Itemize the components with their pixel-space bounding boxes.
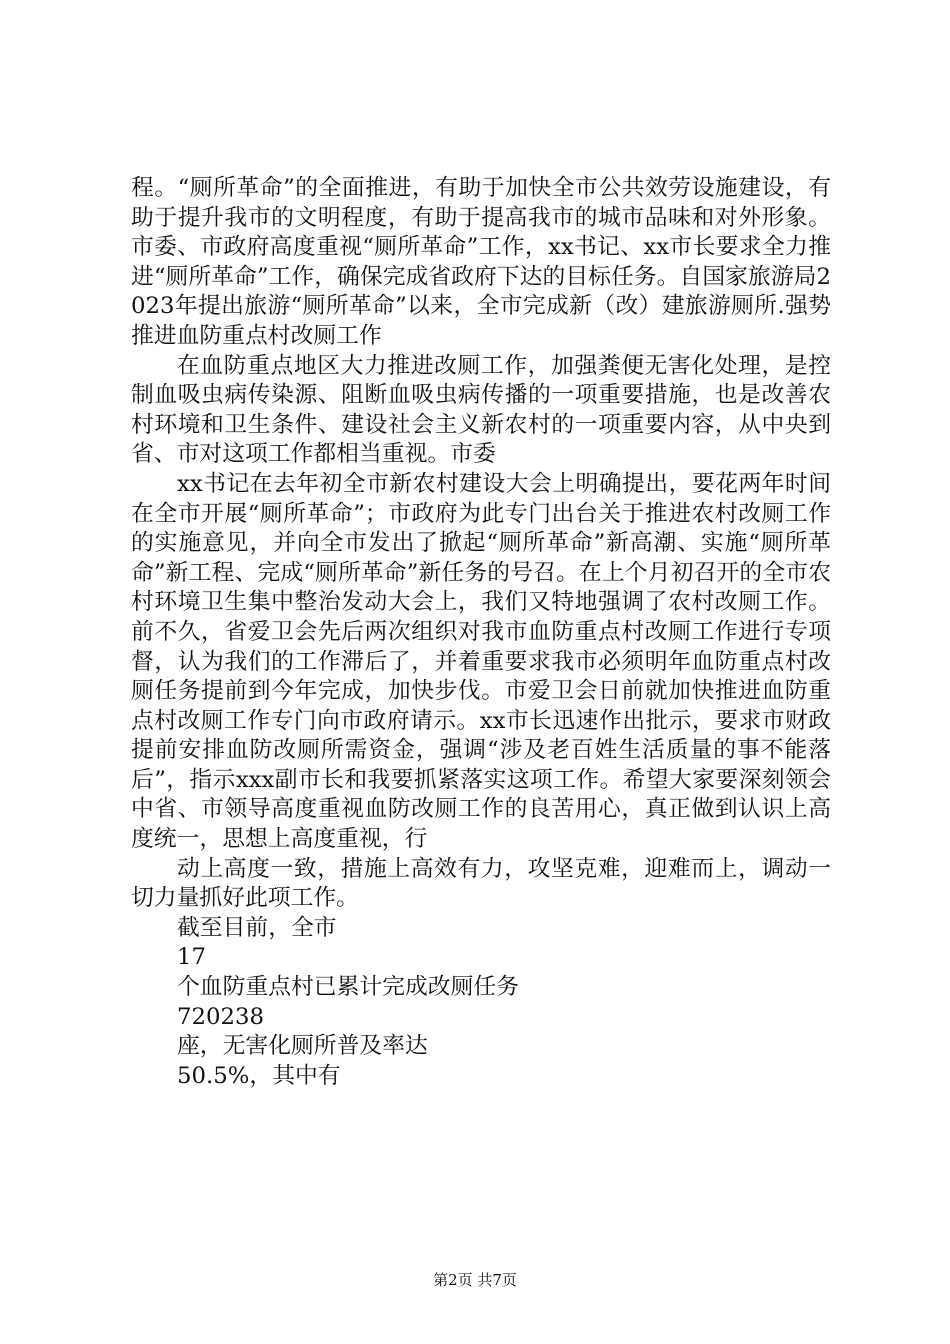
- paragraph-2: 在血防重点地区大力推进改厕工作，加强粪便无害化处理，是控制血吸虫病传染源、阻断血吸虫病传播的一项重要措施，也是改善农村环境和卫生条件、建设社会主义新农村的一项重要内容，从中央到省、市对这项工作都相当重视。市委: [131, 352, 831, 468]
- short-line-6: 50.5%，其中有: [177, 1062, 341, 1089]
- short-line-3: 个血防重点村已累计完成改厕任务: [177, 974, 519, 1001]
- paragraph-1: 程。“厕所革命”的全面推进，有助于加快全市公共效劳设施建设，有助于提升我市的文明程度，有助于提高我市的城市品味和对外形象。市委、市政府高度重视“厕所革命”工作，xx书记、xx市长要求全力推进“厕所革命”工作，确保完成省政府下达的目标任务。自国家旅游局2023年提出旅游“厕所革命”以来，全市完成新（改）建旅游厕所.强势推进血防重点村改厕工作: [131, 175, 831, 349]
- paragraph-4: 动上高度一致，措施上高效有力，攻坚克难，迎难而上，调动一切力量抓好此项工作。: [131, 855, 831, 912]
- short-line-4: 720238: [177, 1003, 265, 1030]
- short-line-5: 座，无害化厕所普及率达: [177, 1033, 428, 1060]
- short-line-1: 截至目前，全市: [177, 914, 337, 941]
- page-footer: 第2页 共7页: [433, 1271, 517, 1289]
- document-body: [131, 174, 831, 1091]
- paragraph-3: xx书记在去年初全市新农村建设大会上明确提出，要花两年时间在全市开展“厕所革命”；市政府为此专门出台关于推进农村改厕工作的实施意见，并向全市发出了掀起“厕所革命”新高潮、实施“厕所革命”新工程、完成“厕所革命”新任务的号召。在上个月初召开的全市农村环境卫生集中整治发动大会上，我们又特地强调了农村改厕工作。前不久，省爱卫会先后两次组织对我市血防重点村改厕工作进行专项督，认为我们的工作滞后了，并着重要求我市必须明年血防重点村改厕任务提前到今年完成，加快步伐。市爱卫会日前就加快推进血防重点村改厕工作专门向市政府请示。xx市长迅速作出批示，要求市财政提前安排血防改厕所需资金，强调“涉及老百姓生活质量的事不能落后”，指示xxx副市长和我要抓紧落实这项工作。希望大家要深刻领会中省、市领导高度重视血防改厕工作的良苦用心，真正做到认识上高度统一，思想上高度重视，行: [131, 470, 831, 853]
- short-line-2: 17: [177, 944, 207, 971]
